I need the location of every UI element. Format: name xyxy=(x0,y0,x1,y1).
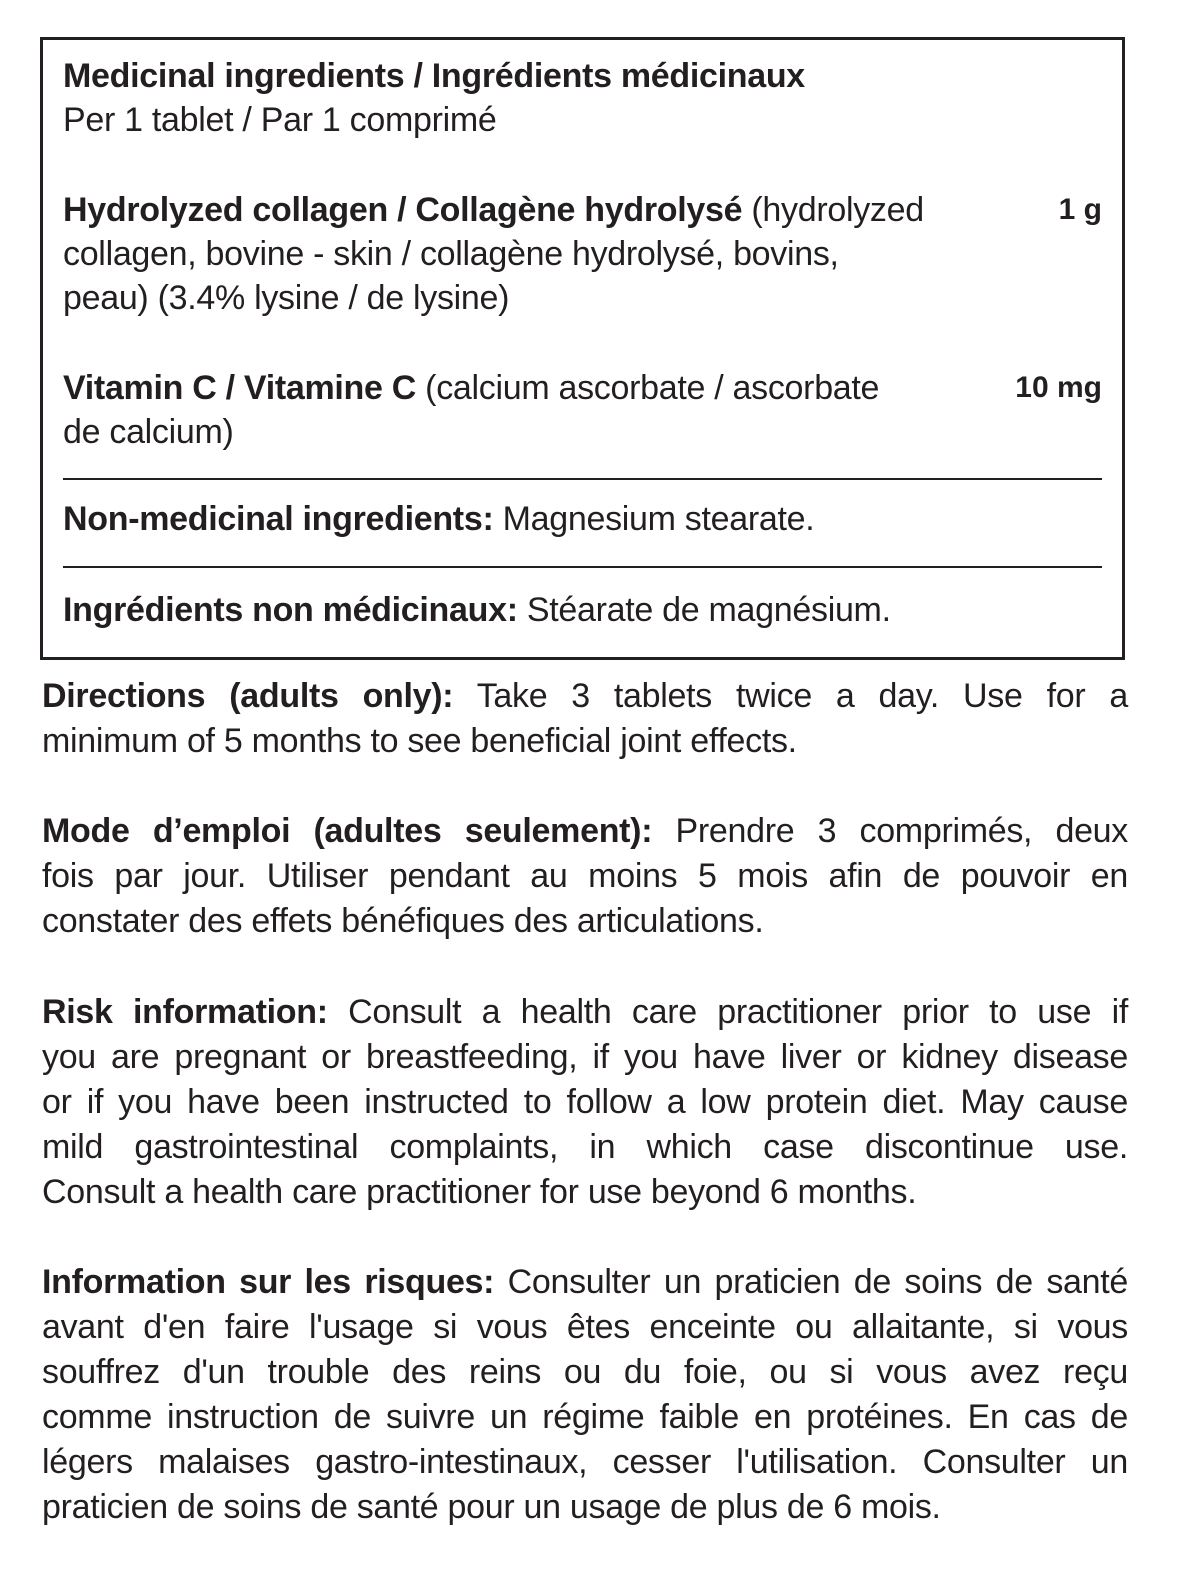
medicinal-heading: Medicinal ingredients / Ingrédients médicinaux xyxy=(63,57,805,95)
section-text: minimum of 5 months to see beneficial joint effects. xyxy=(42,722,797,760)
section-text: praticien de soins de santé pour un usage de plus de 6 mois. xyxy=(42,1488,941,1526)
ingredient-row-vitamin-c xyxy=(63,366,1102,454)
ingredient-source-cont: collagen, bovine - skin / collagène hydrolysé, bovins, xyxy=(63,235,839,273)
risk-info-en xyxy=(42,990,1128,1215)
ingredient-row-collagen xyxy=(63,188,1102,320)
ingredient-source: (calcium ascorbate / ascorbate xyxy=(416,369,880,407)
ingredient-source-cont: peau) (3.4% lysine / de lysine) xyxy=(63,279,510,317)
section-text: Consult a health care practitioner for use beyond 6 months. xyxy=(42,1173,917,1211)
non-medicinal-label: Non-medicinal ingredients: xyxy=(63,500,494,538)
ingredient-source: (hydrolyzed xyxy=(742,191,924,229)
section-label: Information sur les risques: xyxy=(42,1263,495,1301)
ingredient-amount: 10 mg xyxy=(1015,371,1102,404)
section-text: comme instruction de suivre un régime faible en protéines. En cas de xyxy=(42,1398,1128,1436)
section-text: Take 3 tablets twice a day. Use for a xyxy=(453,677,1128,715)
per-serving: Per 1 tablet / Par 1 comprimé xyxy=(63,101,497,139)
section-text: fois par jour. Utiliser pendant au moins 5 mois afin de pouvoir en xyxy=(42,857,1128,895)
non-medicinal-text: Stéarate de magnésium. xyxy=(517,591,891,629)
section-text: Prendre 3 comprimés, deux xyxy=(652,812,1128,850)
section-text: légers malaises gastro-intestinaux, cesser l'utilisation. Consulter un xyxy=(42,1443,1128,1481)
section-text: constater des effets bénéfiques des articulations. xyxy=(42,902,764,940)
section-text: mild gastrointestinal complaints, in which case discontinue use. xyxy=(42,1128,1128,1166)
non-medicinal-fr xyxy=(63,588,1102,632)
section-text: or if you have been instructed to follow a low protein diet. May cause xyxy=(42,1083,1128,1121)
non-medicinal-label: Ingrédients non médicinaux: xyxy=(63,591,518,629)
ingredients-panel xyxy=(40,37,1125,660)
section-label: Risk information: xyxy=(42,993,328,1031)
non-medicinal-text: Magnesium stearate. xyxy=(493,500,815,538)
directions-fr xyxy=(42,809,1128,944)
section-text: you are pregnant or breastfeeding, if you have liver or kidney disease xyxy=(42,1038,1128,1076)
directions-en xyxy=(42,674,1128,764)
ingredient-name: Hydrolyzed collagen / Collagène hydrolysé xyxy=(63,191,743,229)
section-text: Consult a health care practitioner prior to use if xyxy=(327,993,1128,1031)
section-text: avant d'en faire l'usage si vous êtes enceinte ou allaitante, si vous xyxy=(42,1308,1128,1346)
ingredient-name: Vitamin C / Vitamine C xyxy=(63,369,417,407)
risk-info-fr xyxy=(42,1260,1128,1530)
section-label: Directions (adults only): xyxy=(42,677,454,715)
ingredient-amount: 1 g xyxy=(1058,193,1102,226)
section-label: Mode d’emploi (adultes seulement): xyxy=(42,812,653,850)
section-text: Consulter un praticien de soins de santé xyxy=(494,1263,1128,1301)
section-text: souffrez d'un trouble des reins ou du foie, ou si vous avez reçu xyxy=(42,1353,1128,1391)
ingredient-source-cont: de calcium) xyxy=(63,413,234,451)
non-medicinal-en xyxy=(63,497,1102,541)
